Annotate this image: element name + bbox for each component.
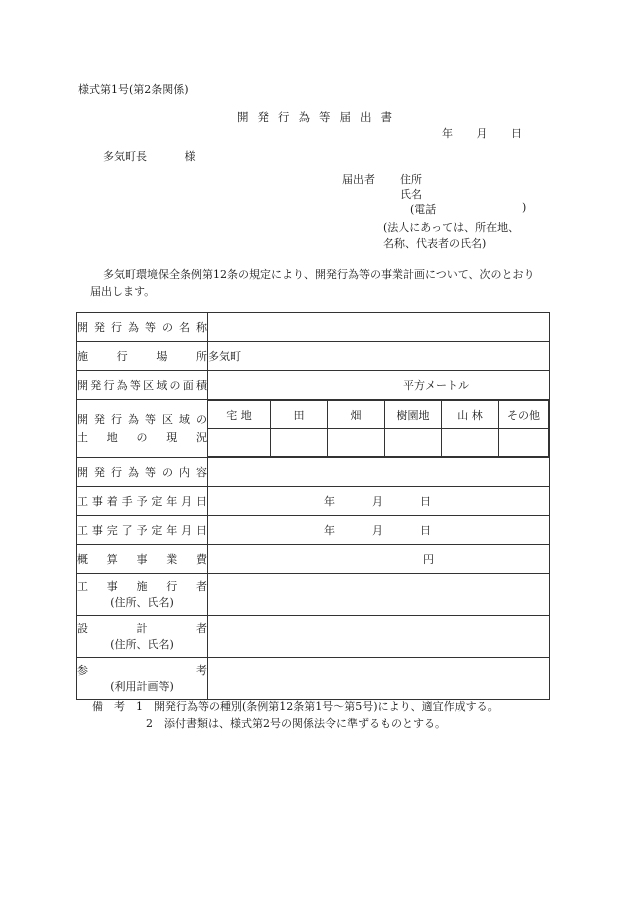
- note-line1: 備 考 1 開発行為等の種別(条例第12条第1号～第5号)により、適宜作成する。: [92, 700, 499, 713]
- applicant-label: 届出者: [342, 173, 375, 186]
- label-reference-main: 参考: [77, 663, 207, 677]
- field-contractor[interactable]: [208, 574, 550, 616]
- field-start-date[interactable]: [208, 487, 550, 516]
- field-end-date[interactable]: [208, 516, 550, 545]
- land-val-paddy[interactable]: [271, 429, 328, 457]
- row-designer: [77, 616, 550, 658]
- land-cat-field: 畑: [328, 401, 385, 429]
- label-start-date: 工事着手予定年月日: [77, 487, 208, 516]
- land-val-residential[interactable]: [208, 429, 271, 457]
- field-designer[interactable]: [208, 616, 550, 658]
- phone-label: (電話: [410, 203, 437, 216]
- land-status-grid: [208, 400, 550, 458]
- label-location: 施行場所: [77, 342, 208, 371]
- label-designer-sub: (住所、氏名): [110, 637, 174, 651]
- corporate-note-line2: 名称、代表者の氏名): [383, 237, 487, 250]
- area-unit: 平方メートル: [403, 379, 469, 392]
- address-label: 住所: [400, 173, 422, 186]
- label-cost: 概算事業費: [77, 545, 208, 574]
- field-development-content[interactable]: [208, 458, 550, 487]
- row-end-date: [77, 516, 550, 545]
- phone-close-paren: ): [522, 201, 527, 214]
- end-day-unit: 日: [420, 524, 431, 537]
- row-start-date: [77, 487, 550, 516]
- intro-line1: 多気町環境保全条例第12条の規定により、開発行為等の事業計画について、次のとおり: [103, 268, 535, 281]
- label-contractor: [77, 574, 208, 616]
- row-name: [77, 313, 550, 342]
- field-area[interactable]: [208, 371, 550, 400]
- label-contractor-sub: (住所、氏名): [110, 595, 174, 609]
- end-month-unit: 月: [372, 524, 383, 537]
- end-year-unit: 年: [324, 524, 335, 537]
- row-land-status: [77, 400, 550, 458]
- label-designer-main: 設計者: [77, 621, 207, 635]
- field-cost[interactable]: [208, 545, 550, 574]
- start-day-unit: 日: [420, 495, 431, 508]
- land-val-forest[interactable]: [442, 429, 499, 457]
- addressee: 多気町長 様: [103, 150, 196, 163]
- land-cat-forest: 山 林: [442, 401, 499, 429]
- label-area: 開発行為等区域の面積: [77, 371, 208, 400]
- intro-line2: 届出します。: [90, 285, 156, 298]
- row-contractor: [77, 574, 550, 616]
- field-location[interactable]: 多気町: [208, 342, 550, 371]
- label-development-content: 開発行為等の内容: [77, 458, 208, 487]
- row-cost: [77, 545, 550, 574]
- land-val-other[interactable]: [499, 429, 549, 457]
- label-reference-sub: (利用計画等): [110, 679, 174, 693]
- label-end-date: 工事完了予定年月日: [77, 516, 208, 545]
- label-land-status-line1: 開発行為等区域の: [77, 412, 207, 426]
- start-year-unit: 年: [324, 495, 335, 508]
- name-label: 氏名: [400, 188, 422, 201]
- row-content: [77, 458, 550, 487]
- form-number: 様式第1号(第2条関係): [78, 83, 189, 96]
- land-cat-residential: 宅 地: [208, 401, 271, 429]
- label-development-name: 開発行為等の名称: [77, 313, 208, 342]
- field-development-name[interactable]: [208, 313, 550, 342]
- note-line2: 2 添付書類は、様式第2号の関係法令に準ずるものとする。: [146, 717, 446, 730]
- start-month-unit: 月: [372, 495, 383, 508]
- field-reference[interactable]: [208, 658, 550, 700]
- label-land-status: [77, 400, 208, 458]
- label-designer: [77, 616, 208, 658]
- land-val-field[interactable]: [328, 429, 385, 457]
- row-area: [77, 371, 550, 400]
- cost-unit: 円: [423, 553, 434, 566]
- corporate-note-line1: (法人にあっては、所在地、: [383, 221, 520, 234]
- date-line: 年 月 日: [442, 127, 522, 140]
- row-location: [77, 342, 550, 371]
- row-reference: [77, 658, 550, 700]
- document-title: 開発行為等届出書: [237, 110, 401, 124]
- land-cat-paddy: 田: [271, 401, 328, 429]
- label-contractor-main: 工事施行者: [77, 579, 207, 593]
- application-table: [76, 312, 550, 700]
- label-land-status-line2: 土地の現況: [77, 430, 207, 444]
- land-val-orchard[interactable]: [385, 429, 442, 457]
- land-cat-other: その他: [499, 401, 549, 429]
- land-cat-orchard: 樹園地: [385, 401, 442, 429]
- label-reference: [77, 658, 208, 700]
